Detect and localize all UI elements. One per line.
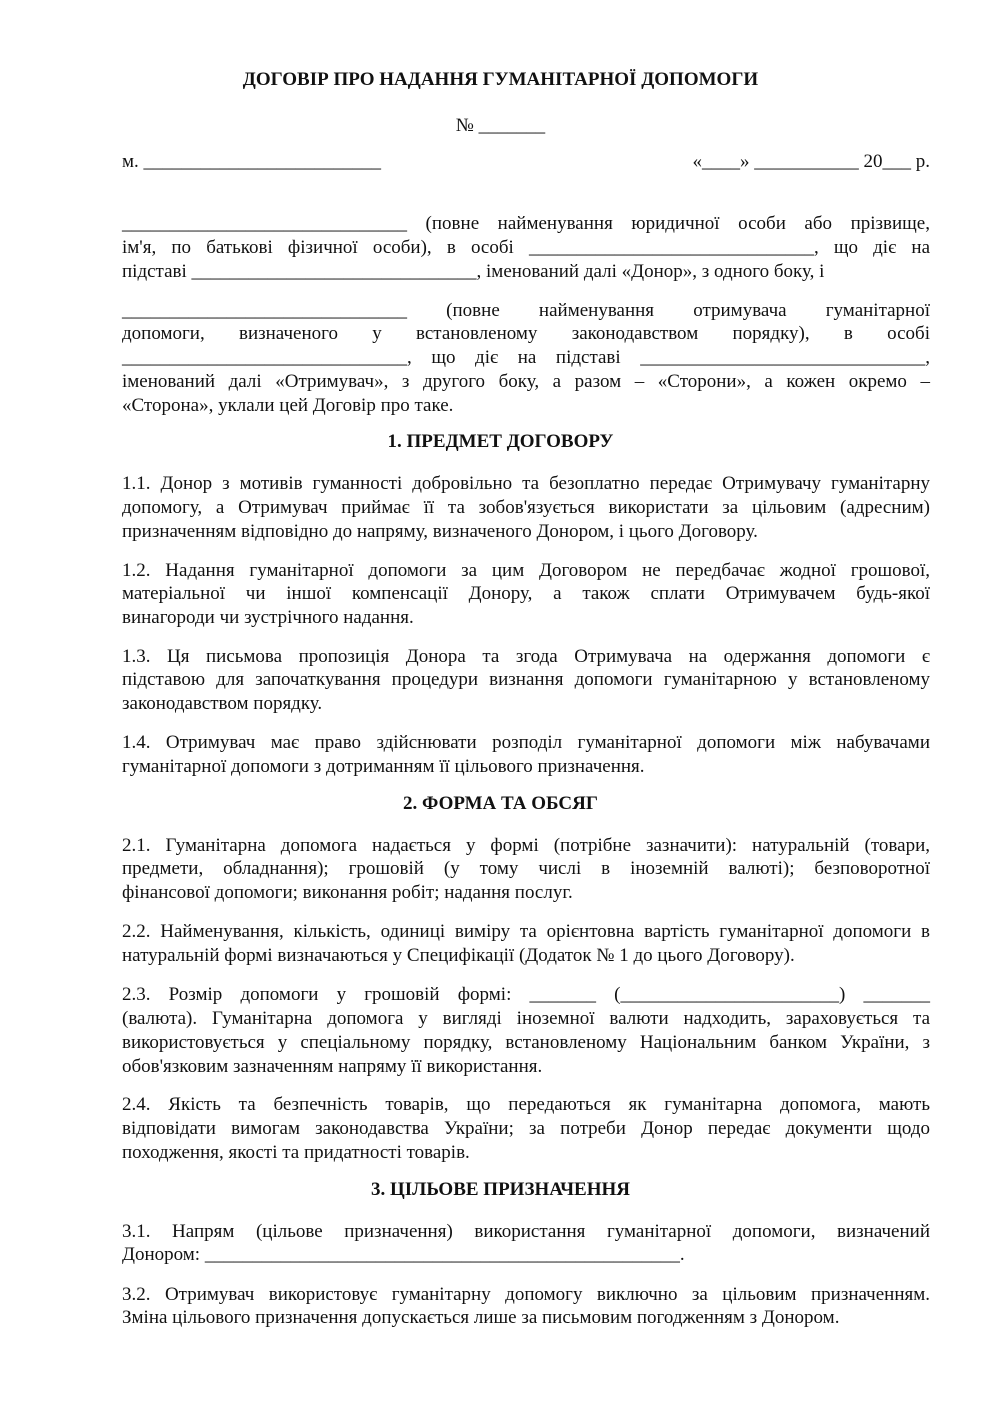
clause-1-2-line: винагороди чи зустрічного надання. bbox=[122, 607, 414, 628]
preamble-2-line: ______________________________, що діє на підставі ______________________________, bbox=[122, 347, 930, 368]
date-line: «____» ___________ 20___ р. bbox=[692, 151, 930, 172]
clause-1-2-line: матеріальної чи іншої компенсації Донору, а також сплати Отримувачем будь-якої bbox=[122, 583, 930, 604]
clause-1-4-line: гуманітарної допомоги з дотриманням її цільового призначення. bbox=[122, 756, 645, 777]
preamble-2-line: іменований далі «Отримувач», з другого боку, а разом – «Сторони», а кожен окремо – bbox=[122, 371, 930, 392]
preamble-2-line: «Сторона», уклали цей Договір про таке. bbox=[122, 395, 454, 416]
clause-2-2-line: 2.2. Найменування, кількість, одиниці виміру та орієнтовна вартість гуманітарної допомоги в bbox=[122, 921, 930, 942]
preamble-1-line: ______________________________ (повне найменування юридичної особи або прізвище, bbox=[122, 213, 930, 234]
city-line: м. _________________________ bbox=[122, 151, 382, 172]
contract-number: № _______ bbox=[455, 115, 546, 136]
document-title: ДОГОВІР ПРО НАДАННЯ ГУМАНІТАРНОЇ ДОПОМОГИ bbox=[242, 69, 759, 90]
preamble-2-line: ______________________________ (повне найменування отримувача гуманітарної bbox=[122, 300, 930, 321]
clause-1-2-line: 1.2. Надання гуманітарної допомоги за цим Договором не передбачає жодної грошової, bbox=[122, 560, 930, 581]
clause-2-1-line: предмети, обладнання); грошовій (у тому числі в іноземній валюті); безповоротної bbox=[122, 858, 930, 879]
preamble-1-line: підставі ______________________________, іменований далі «Донор», з одного боку, і bbox=[122, 261, 825, 282]
clause-2-3-line: 2.3. Розмір допомоги у грошовій формі: _______ (_______________________) _______ bbox=[122, 984, 930, 1005]
clause-1-1-line: призначенням відповідно до напряму, визначеного Донором, і цього Договору. bbox=[122, 521, 758, 542]
clause-2-4-line: відповідати вимогам законодавства України; за потреби Донор передає документи щодо bbox=[122, 1118, 930, 1139]
clause-2-3-line: використовується у спеціальному порядку, встановленому Національним банком України, з bbox=[122, 1032, 930, 1053]
section-3-heading: 3. ЦІЛЬОВЕ ПРИЗНАЧЕННЯ bbox=[371, 1179, 630, 1200]
clause-2-3-line: обов'язковим зазначенням напряму її використання. bbox=[122, 1056, 543, 1077]
clause-2-1-line: 2.1. Гуманітарна допомога надається у формі (потрібне зазначити): натуральній (товари, bbox=[122, 835, 930, 856]
clause-1-1-line: допомогу, а Отримувач приймає її та зобов'язується використати за цільовим (адресним) bbox=[122, 497, 930, 518]
clause-3-1-line: 3.1. Напрям (цільове призначення) використання гуманітарної допомоги, визначений bbox=[122, 1221, 930, 1242]
clause-2-4-line: 2.4. Якість та безпечність товарів, що передаються як гуманітарна допомога, мають bbox=[122, 1094, 930, 1115]
clause-1-1-line: 1.1. Донор з мотивів гуманності добровільно та безоплатно передає Отримувачу гуманітарну bbox=[122, 473, 930, 494]
section-2-heading: 2. ФОРМА ТА ОБСЯГ bbox=[403, 793, 598, 814]
clause-3-2-line: 3.2. Отримувач використовує гуманітарну допомогу виключно за цільовим призначенням. bbox=[122, 1284, 930, 1305]
clause-1-3-line: законодавством порядку. bbox=[122, 693, 323, 714]
clause-3-1-line: Донором: __________________________________________________. bbox=[122, 1244, 685, 1265]
section-1-heading: 1. ПРЕДМЕТ ДОГОВОРУ bbox=[387, 431, 614, 452]
clause-2-1-line: фінансової допомоги; виконання робіт; надання послуг. bbox=[122, 882, 573, 903]
clause-3-2-line: Зміна цільового призначення допускається лише за письмовим погодженням з Донором. bbox=[122, 1307, 840, 1328]
preamble-1-line: ім'я, по батькові фізичної особи), в особі ______________________________, що діє на bbox=[122, 237, 930, 258]
clause-2-3-line: (валюта). Гуманітарна допомога у вигляді іноземної валюти надходить, зараховується та bbox=[122, 1008, 930, 1029]
preamble-2-line: допомоги, визначеного у встановленому законодавством порядку), в особі bbox=[122, 323, 930, 344]
clause-2-2-line: натуральній формі визначаються у Специфікації (Додаток № 1 до цього Договору). bbox=[122, 945, 795, 966]
clause-1-4-line: 1.4. Отримувач має право здійснювати розподіл гуманітарної допомоги між набувачами bbox=[122, 732, 930, 753]
clause-1-3-line: підставою для започаткування процедури визнання допомоги гуманітарною у встановленому bbox=[122, 669, 930, 690]
clause-1-3-line: 1.3. Ця письмова пропозиція Донора та згода Отримувача на одержання допомоги є bbox=[122, 646, 930, 667]
clause-2-4-line: походження, якості та придатності товарів. bbox=[122, 1142, 470, 1163]
